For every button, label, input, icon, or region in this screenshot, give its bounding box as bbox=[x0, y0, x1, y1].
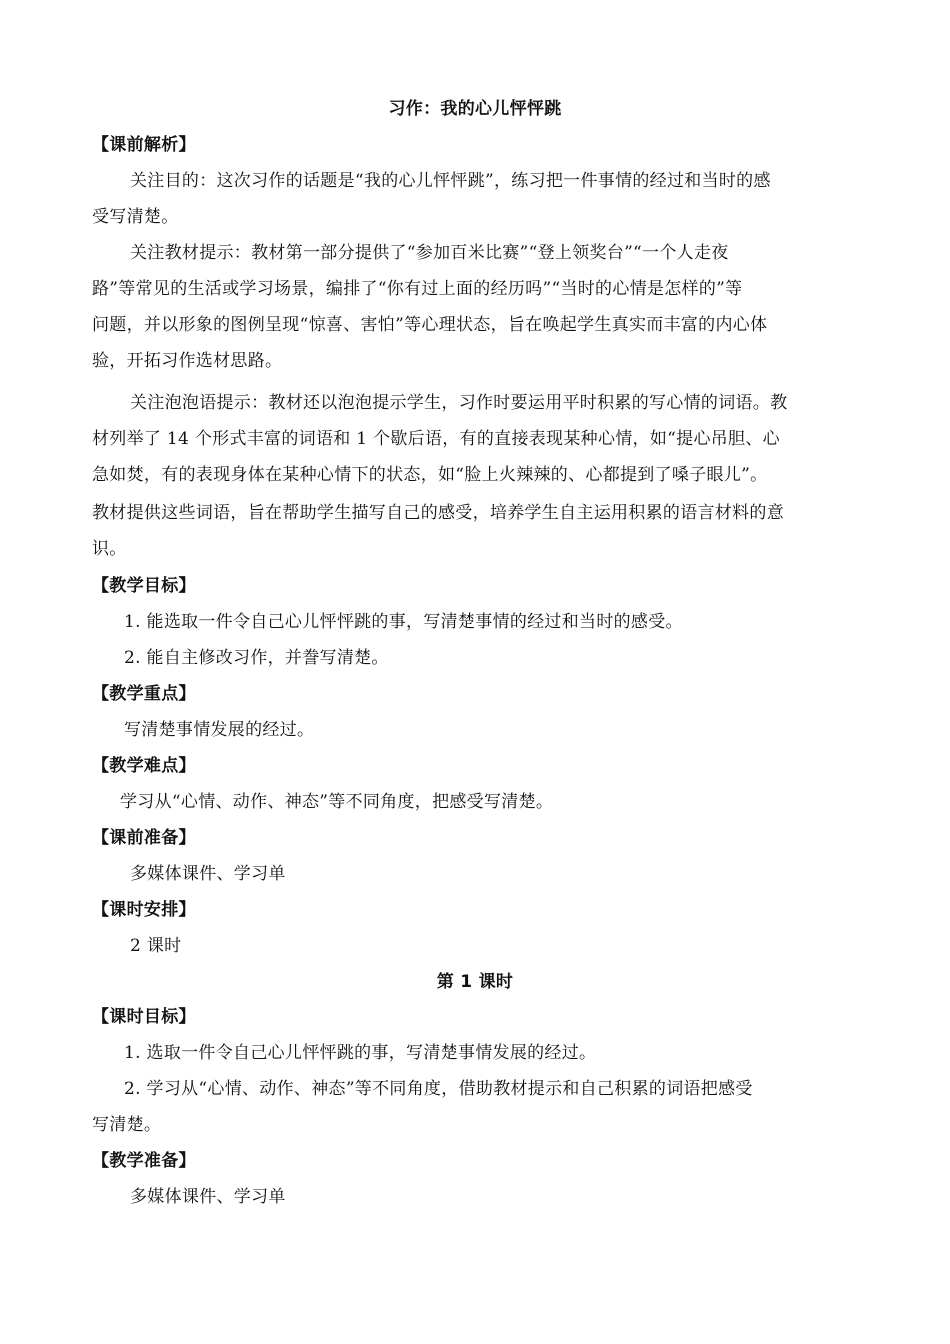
paragraph-line: 急如焚，有的表现身体在某种心情下的状态，如“脸上火辣辣的、心都提到了嗓子眼儿”。 bbox=[92, 465, 768, 485]
paragraph-line: 问题，并以形象的图例呈现“惊喜、害怕”等心理状态，旨在唤起学生真实而丰富的内心体 bbox=[92, 315, 768, 335]
key-points-text: 写清楚事情发展的经过。 bbox=[124, 720, 315, 740]
difficulties-text: 学习从“心情、动作、神态”等不同角度，把感受写清楚。 bbox=[120, 792, 554, 812]
paragraph-line: 验，开拓习作选材思路。 bbox=[92, 351, 283, 371]
teaching-prep-text: 多媒体课件、学习单 bbox=[130, 1187, 286, 1207]
paragraph-line: 关注教材提示：教材第一部分提供了“参加百米比赛”“登上领奖台”“一个人走夜 bbox=[130, 243, 729, 263]
paragraph-line: 受写清楚。 bbox=[92, 207, 179, 227]
lesson-goal-item: 2. 学习从“心情、动作、神态”等不同角度，借助教材提示和自己积累的词语把感受 bbox=[124, 1079, 753, 1099]
section-heading-pre-analysis: 【课前解析】 bbox=[92, 135, 196, 155]
document-title: 习作：我的心儿怦怦跳 bbox=[388, 99, 562, 119]
section-heading-schedule: 【课时安排】 bbox=[92, 900, 196, 920]
section-heading-lesson-goals: 【课时目标】 bbox=[92, 1007, 196, 1027]
section-heading-goals: 【教学目标】 bbox=[92, 576, 196, 596]
lesson-goal-item: 1. 选取一件令自己心儿怦怦跳的事，写清楚事情发展的经过。 bbox=[124, 1043, 597, 1063]
section-heading-preparation: 【课前准备】 bbox=[92, 828, 196, 848]
section-heading-teaching-prep: 【教学准备】 bbox=[92, 1151, 196, 1171]
paragraph-line: 材列举了 14 个形式丰富的词语和 1 个歇后语，有的直接表现某种心情，如“提心吊胆、心 bbox=[92, 429, 780, 449]
paragraph-line: 关注目的：这次习作的话题是“我的心儿怦怦跳”，练习把一件事情的经过和当时的感 bbox=[130, 171, 771, 191]
paragraph-line: 路”等常见的生活或学习场景，编排了“你有过上面的经历吗”“当时的心情是怎样的”等 bbox=[92, 279, 743, 299]
lesson-title: 第 1 课时 bbox=[436, 972, 514, 992]
paragraph-line: 关注泡泡语提示：教材还以泡泡提示学生，习作时要运用平时积累的写心情的词语。教 bbox=[130, 393, 788, 413]
goal-item: 1. 能选取一件令自己心儿怦怦跳的事，写清楚事情的经过和当时的感受。 bbox=[124, 612, 683, 632]
paragraph-line: 识。 bbox=[92, 539, 127, 559]
schedule-text: 2 课时 bbox=[130, 936, 182, 956]
preparation-text: 多媒体课件、学习单 bbox=[130, 864, 286, 884]
paragraph-line: 教材提供这些词语，旨在帮助学生描写自己的感受，培养学生自主运用积累的语言材料的意 bbox=[92, 503, 784, 523]
goal-item: 2. 能自主修改习作，并誊写清楚。 bbox=[124, 648, 389, 668]
lesson-goal-item-continued: 写清楚。 bbox=[92, 1115, 162, 1135]
section-heading-difficulties: 【教学难点】 bbox=[92, 756, 196, 776]
section-heading-key-points: 【教学重点】 bbox=[92, 684, 196, 704]
